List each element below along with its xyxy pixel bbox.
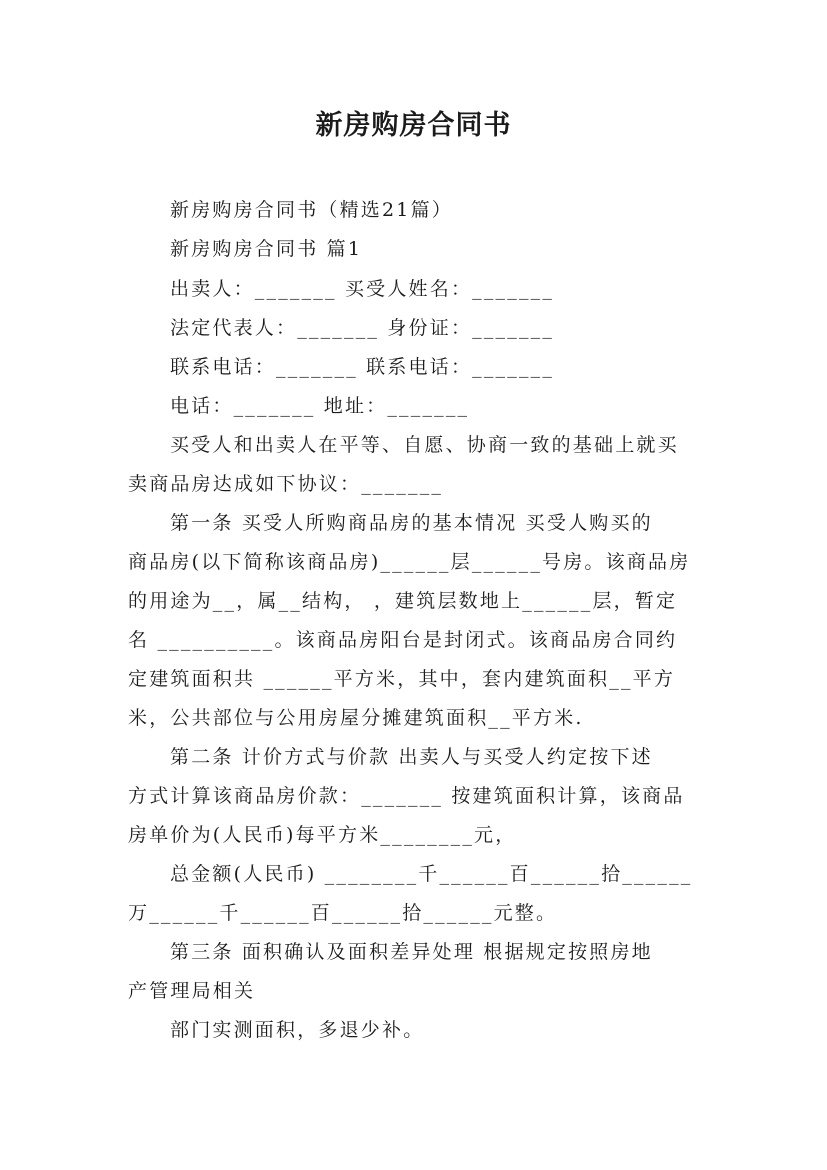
phone-address-line: 电话：_______ 地址：_______ bbox=[170, 395, 470, 417]
paragraph-line: 定建筑面积共 ______平方米，其中，套内建筑面积__平方 bbox=[128, 668, 676, 690]
contact-phone-line: 联系电话：_______ 联系电话：_______ bbox=[170, 356, 555, 378]
paragraph-line: 房单价为(人民币)每平方米________元， bbox=[128, 824, 517, 846]
section-heading: 新房购房合同书 篇1 bbox=[170, 238, 363, 260]
paragraph-line: 买受人和出卖人在平等、自愿、协商一致的基础上就买 bbox=[170, 434, 679, 456]
paragraph-line: 产管理局相关 bbox=[128, 980, 256, 1002]
paragraph-line: 商品房(以下简称该商品房)______层______号房。该商品房 bbox=[128, 551, 691, 573]
paragraph-line: 万______千______百______拾______元整。 bbox=[128, 902, 558, 924]
document-title: 新房购房合同书 bbox=[315, 110, 512, 141]
paragraph-line: 名 __________。该商品房阳台是封闭式。该商品房合同约 bbox=[128, 629, 678, 651]
paragraph-line: 第二条 计价方式与价款 出卖人与买受人约定按下述 bbox=[170, 746, 653, 768]
paragraph-line: 的用途为__，属__结构， ，建筑层数地上______层，暂定 bbox=[128, 590, 678, 612]
paragraph-line: 米，公共部位与公用房屋分摊建筑面积__平方米. bbox=[128, 707, 584, 729]
paragraph-line: 第三条 面积确认及面积差异处理 根据规定按照房地 bbox=[170, 941, 653, 963]
seller-buyer-line: 出卖人：_______ 买受人姓名：_______ bbox=[170, 278, 555, 300]
subtitle-line: 新房购房合同书（精选21篇） bbox=[170, 199, 453, 221]
paragraph-line: 部门实测面积，多退少补。 bbox=[170, 1019, 425, 1041]
paragraph-line: 总金额(人民币) ________千______百______拾______ bbox=[170, 863, 693, 885]
paragraph-line: 卖商品房达成如下协议：_______ bbox=[128, 473, 444, 495]
paragraph-line: 第一条 买受人所购商品房的基本情况 买受人购买的 bbox=[170, 512, 653, 534]
paragraph-line: 方式计算该商品房价款：_______ 按建筑面积计算，该商品 bbox=[128, 785, 685, 807]
legal-rep-line: 法定代表人：_______ 身份证：_______ bbox=[170, 317, 555, 339]
